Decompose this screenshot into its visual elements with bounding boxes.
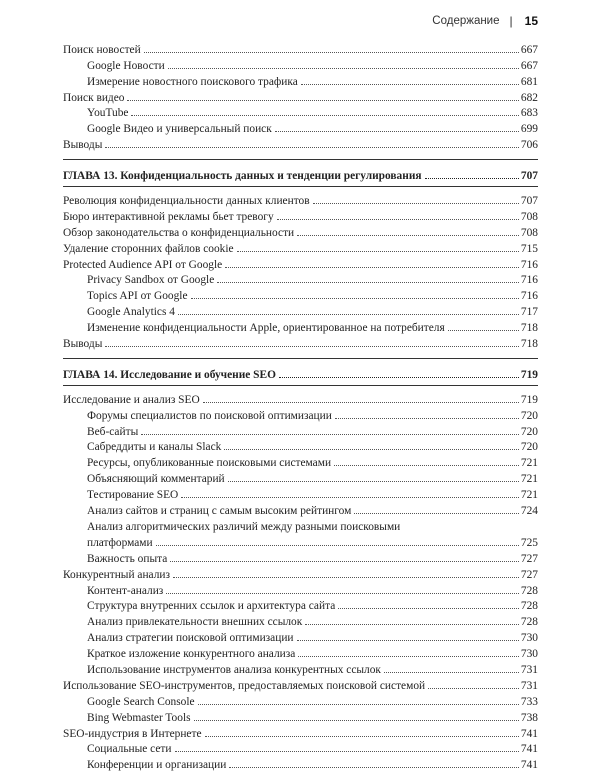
toc-entry-page: 730 [520,632,538,645]
leader-dots [225,267,519,268]
toc-entry[interactable] [63,438,538,454]
toc-entry-page: 728 [520,584,538,597]
toc-entry-page: 727 [520,568,538,581]
leader-dots [298,656,519,657]
leader-dots [205,736,519,737]
toc-entry-label: SEO-индустрия в Интернете [63,727,202,740]
toc-entry-label: Google Analytics 4 [87,306,175,319]
toc-entry-page: 718 [520,322,538,335]
toc-block-3b [63,549,538,771]
toc-entry-page: 721 [520,473,538,486]
leader-dots [277,219,519,220]
toc-entry-label: Обзор законодательства о конфиденциальности [63,226,295,239]
leader-dots [156,545,519,546]
toc-entry[interactable] [63,612,538,628]
toc-entry[interactable] [63,88,538,104]
toc-entry[interactable] [63,318,538,334]
leader-dots [301,84,519,85]
toc-entry-page: 716 [520,290,538,303]
leader-dots [305,624,519,625]
toc-entry[interactable] [63,422,538,438]
toc-entry[interactable] [63,302,538,318]
leader-dots [229,767,519,768]
leader-dots [168,68,519,69]
toc-entry-label: Веб-сайты [87,425,139,438]
toc-entry-page: 720 [520,441,538,454]
leader-dots [313,203,519,204]
toc-entry-page: 720 [520,409,538,422]
leader-dots [297,235,519,236]
toc-entry-page: 716 [520,258,538,271]
toc-entry-label: Конференции и организации [87,759,227,771]
toc-entry-label: Поиск новостей [63,43,141,56]
chapter-14-heading[interactable] [63,365,538,381]
chapter-divider [63,159,538,160]
toc-entry[interactable] [63,255,538,271]
toc-entry-label: Privacy Sandbox от Google [87,274,215,287]
toc-entry-page: 683 [520,107,538,120]
toc-entry[interactable] [63,469,538,485]
toc-entry-label: Google Search Console [87,695,195,708]
toc-entry-page: 724 [520,505,538,518]
toc-entry-page: 728 [520,600,538,613]
toc-entry-label: Topics API от Google [87,290,188,303]
toc-entry[interactable] [63,72,538,88]
toc-entry-label: Краткое изложение конкурентного анализа [87,648,296,661]
chapter-divider [63,385,538,386]
leader-dots [105,346,519,347]
toc-entry-label: Google Новости [87,59,165,72]
leader-dots [181,497,519,498]
toc-entry[interactable] [63,740,538,756]
toc-entry-label: Тестирование SEO [87,489,179,502]
toc-entry-label: Поиск видео [63,91,125,104]
toc-entry[interactable] [63,676,538,692]
leader-dots [384,672,519,673]
toc-entry-label: Использование инструментов анализа конкурентных ссылок [87,663,381,676]
toc-entry-page: 721 [520,457,538,470]
toc-entry-page: 667 [520,43,538,56]
toc-entry-page: 699 [520,123,538,136]
toc-entry-label: Bing Webmaster Tools [87,711,191,724]
toc-entry[interactable] [63,581,538,597]
toc-entry-label: Выводы [63,139,103,152]
toc-entry-page: 719 [520,393,538,406]
leader-dots [448,330,519,331]
toc-entry[interactable] [63,334,538,350]
toc-entry-page: 682 [520,91,538,104]
toc-entry-label: Исследование и анализ SEO [63,393,200,406]
toc-entry-page: 727 [520,552,538,565]
toc-entry-label: Важность опыта [87,552,168,565]
multiline-label: платформами [87,536,153,549]
leader-dots [279,377,519,378]
toc-entry-page: 741 [520,759,538,771]
toc-entry-page: 706 [520,139,538,152]
leader-dots [334,465,519,466]
leader-dots [194,720,519,721]
toc-entry-page: 718 [520,338,538,351]
toc-entry-label: Анализ стратегии поисковой оптимизации [87,632,294,645]
toc-entry-label: Конкурентный анализ [63,568,170,581]
toc-entry-label: Анализ сайтов и страниц с самым высоким рейтингом [87,505,352,518]
toc-entry[interactable] [63,271,538,287]
toc-entry-label: Выводы [63,338,103,351]
toc-entry-label: Структура внутренних ссылок и архитектура сайта [87,600,336,613]
toc-entry-page: 717 [520,306,538,319]
toc-entry[interactable] [63,390,538,406]
chapter-divider [63,358,538,359]
leader-dots [178,314,519,315]
leader-dots [428,688,519,689]
leader-dots [198,704,519,705]
toc-entry-label: Использование SEO-инструментов, предоставляемых поисковой системой [63,679,426,692]
toc-entry[interactable] [63,191,538,207]
toc-entry[interactable] [63,40,538,56]
toc-entry-label: Анализ привлекательности внешних ссылок [87,616,303,629]
toc-entry-page: 681 [520,75,538,88]
toc-entry[interactable] [63,239,538,255]
chapter-divider [63,186,538,187]
leader-dots [173,577,519,578]
leader-dots [275,131,519,132]
leader-dots [203,402,519,403]
toc-entry-label: Ресурсы, опубликованные поисковыми системами [87,457,332,470]
toc-entry[interactable] [63,628,538,644]
toc-block-3a [63,390,538,517]
toc-entry-label: Революция конфиденциальности данных клиентов [63,195,310,208]
toc-entry-page: 721 [520,489,538,502]
toc-entry-label: YouTube [87,107,129,120]
leader-dots [141,434,519,435]
toc-entry-page: 730 [520,648,538,661]
leader-dots [217,282,519,283]
toc-entry[interactable] [63,708,538,724]
toc-block-1 [63,40,538,151]
multiline-page: 725 [520,536,538,549]
toc-entry[interactable] [63,453,538,469]
toc-entry[interactable] [63,724,538,740]
leader-dots [175,751,519,752]
toc-entry[interactable] [63,485,538,501]
toc-entry-page: 731 [520,663,538,676]
chapter-13-heading[interactable] [63,166,538,182]
toc-entry[interactable] [63,549,538,565]
leader-dots [338,608,519,609]
toc-entry[interactable] [63,660,538,676]
toc-entry[interactable] [63,644,538,660]
toc-entry[interactable] [63,406,538,422]
toc-entry-page: 708 [520,210,538,223]
leader-dots [105,147,519,148]
toc-entry[interactable] [63,692,538,708]
toc-entry-label: Социальные сети [87,743,172,756]
header-page-number: 15 [524,14,538,28]
toc-entry-label: Protected Audience API от Google [63,258,223,271]
toc-block-2 [63,191,538,350]
leader-dots [224,449,519,450]
toc-entry-page: 708 [520,226,538,239]
chapter-14-page: 719 [520,368,538,381]
toc-entry-page: 731 [520,679,538,692]
header-title: Содержание [432,15,500,27]
leader-dots [131,115,518,116]
leader-dots [127,100,518,101]
toc-entry[interactable] [63,755,538,771]
toc-entry-page: 667 [520,59,538,72]
toc-entry[interactable] [63,223,538,239]
toc-entry-label: Контент-анализ [87,584,164,597]
toc-entry[interactable] [63,597,538,613]
table-of-contents [63,40,538,771]
toc-entry-label: Форумы специалистов по поисковой оптимизации [87,409,332,422]
toc-entry-label: Удаление сторонних файлов cookie [63,242,234,255]
leader-dots [237,251,519,252]
leader-dots [297,640,519,641]
leader-dots [166,593,519,594]
toc-entry-page: 728 [520,616,538,629]
toc-entry-multiline[interactable] [63,517,538,549]
toc-entry-page: 738 [520,711,538,724]
chapter-13-title: ГЛАВА 13. Конфиденциальность данных и тенденции регулирования [63,170,422,183]
toc-entry[interactable] [63,56,538,72]
toc-entry[interactable] [63,207,538,223]
toc-entry-page: 741 [520,727,538,740]
toc-entry[interactable] [63,565,538,581]
multiline-second-line [87,533,538,549]
running-header [432,13,538,29]
toc-entry-page: 733 [520,695,538,708]
toc-entry-page: 716 [520,274,538,287]
leader-dots [354,513,519,514]
toc-entry-label: Объясняющий комментарий [87,473,225,486]
toc-entry-label: Google Видео и универсальный поиск [87,123,272,136]
leader-dots [170,561,519,562]
leader-dots [191,298,519,299]
toc-entry-page: 741 [520,743,538,756]
toc-entry-label: Сабреддиты и каналы Slack [87,441,222,454]
toc-entry-page: 707 [520,195,538,208]
toc-entry[interactable] [63,135,538,151]
chapter-13-page: 707 [520,170,538,183]
toc-entry-label: Измерение новостного поискового трафика [87,75,298,88]
toc-entry-label: Бюро интерактивной рекламы бьет тревогу [63,210,274,223]
toc-entry[interactable] [63,286,538,302]
toc-entry[interactable] [63,501,538,517]
leader-dots [228,481,519,482]
leader-dots [425,178,519,179]
leader-dots [335,418,519,419]
toc-entry[interactable] [63,119,538,135]
header-separator: | [509,14,513,28]
leader-dots [144,52,519,53]
toc-entry-label: Изменение конфиденциальности Apple, ориентированное на потребителя [87,322,445,335]
toc-entry-page: 715 [520,242,538,255]
chapter-14-title: ГЛАВА 14. Исследование и обучение SEO [63,368,276,381]
multiline-first-line: Анализ алгоритмических различий между разными поисковыми [87,520,401,533]
toc-entry[interactable] [63,104,538,120]
toc-entry-page: 720 [520,425,538,438]
